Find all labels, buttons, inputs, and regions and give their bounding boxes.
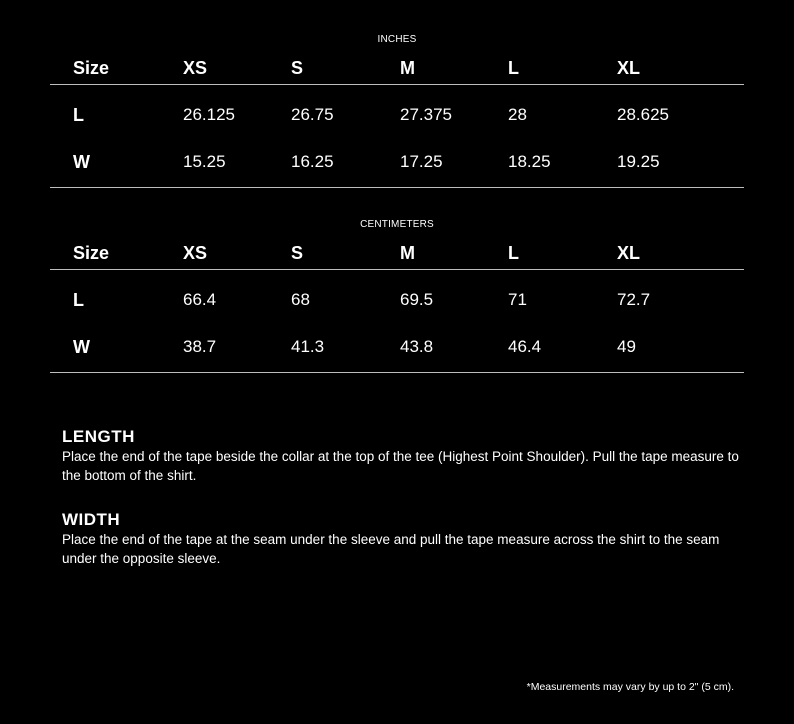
table-cell: 71 — [508, 290, 527, 309]
table-cell: 18.25 — [508, 152, 551, 171]
table-cell: 49 — [617, 337, 636, 356]
table-cell: 72.7 — [617, 290, 651, 309]
centimeters-bottom-divider — [50, 372, 744, 373]
header-size: Size — [73, 58, 110, 78]
table-cell: 41.3 — [291, 337, 325, 356]
length-heading: LENGTH — [62, 427, 135, 446]
table-cell: 46.4 — [508, 337, 542, 356]
header-m: M — [400, 243, 415, 263]
table-cell: 15.25 — [183, 152, 226, 171]
table-cell: 66.4 — [183, 290, 217, 309]
row-label-length: L — [73, 105, 84, 125]
table-row — [50, 100, 744, 130]
header-m: M — [400, 58, 415, 78]
header-s: S — [291, 58, 304, 78]
inches-caption: INCHES — [377, 34, 417, 45]
header-xs: XS — [183, 58, 208, 78]
header-s: S — [291, 243, 304, 263]
header-size: Size — [73, 243, 110, 263]
inches-bottom-divider — [50, 187, 744, 188]
width-instructions — [62, 510, 742, 568]
width-heading: WIDTH — [62, 510, 121, 529]
row-label-width: W — [73, 152, 90, 172]
table-cell: 28.625 — [617, 105, 669, 124]
table-cell: 16.25 — [291, 152, 334, 171]
header-xs: XS — [183, 243, 208, 263]
table-cell: 68 — [291, 290, 310, 309]
table-cell: 27.375 — [400, 105, 452, 124]
inches-header-divider — [50, 84, 744, 85]
table-cell: 38.7 — [183, 337, 217, 356]
table-cell: 19.25 — [617, 152, 660, 171]
table-row — [50, 332, 744, 362]
header-l: L — [508, 58, 519, 78]
header-xl: XL — [617, 243, 641, 263]
header-xl: XL — [617, 58, 641, 78]
length-instructions — [62, 427, 742, 485]
centimeters-header-divider — [50, 269, 744, 270]
table-cell: 43.8 — [400, 337, 434, 356]
header-l: L — [508, 243, 519, 263]
width-description: Place the end of the tape at the seam under the sleeve and pull the tape measure across the shirt to the seam under the opposite sleeve. — [62, 532, 720, 566]
table-cell: 26.125 — [183, 105, 235, 124]
length-description: Place the end of the tape beside the collar at the top of the tee (Highest Point Shoulder). Pull the tape measure to the bottom of the shirt. — [62, 449, 739, 483]
centimeters-header-row — [50, 238, 744, 268]
table-cell: 69.5 — [400, 290, 434, 309]
centimeters-size-table — [50, 219, 744, 379]
inches-size-table — [50, 34, 744, 194]
row-label-width: W — [73, 337, 90, 357]
table-cell: 28 — [508, 105, 527, 124]
table-cell: 17.25 — [400, 152, 443, 171]
row-label-length: L — [73, 290, 84, 310]
table-cell: 26.75 — [291, 105, 334, 124]
table-row — [50, 147, 744, 177]
measurement-footnote: *Measurements may vary by up to 2" (5 cm). — [526, 681, 734, 693]
centimeters-caption: CENTIMETERS — [360, 219, 434, 230]
table-row — [50, 285, 744, 315]
inches-header-row — [50, 53, 744, 83]
